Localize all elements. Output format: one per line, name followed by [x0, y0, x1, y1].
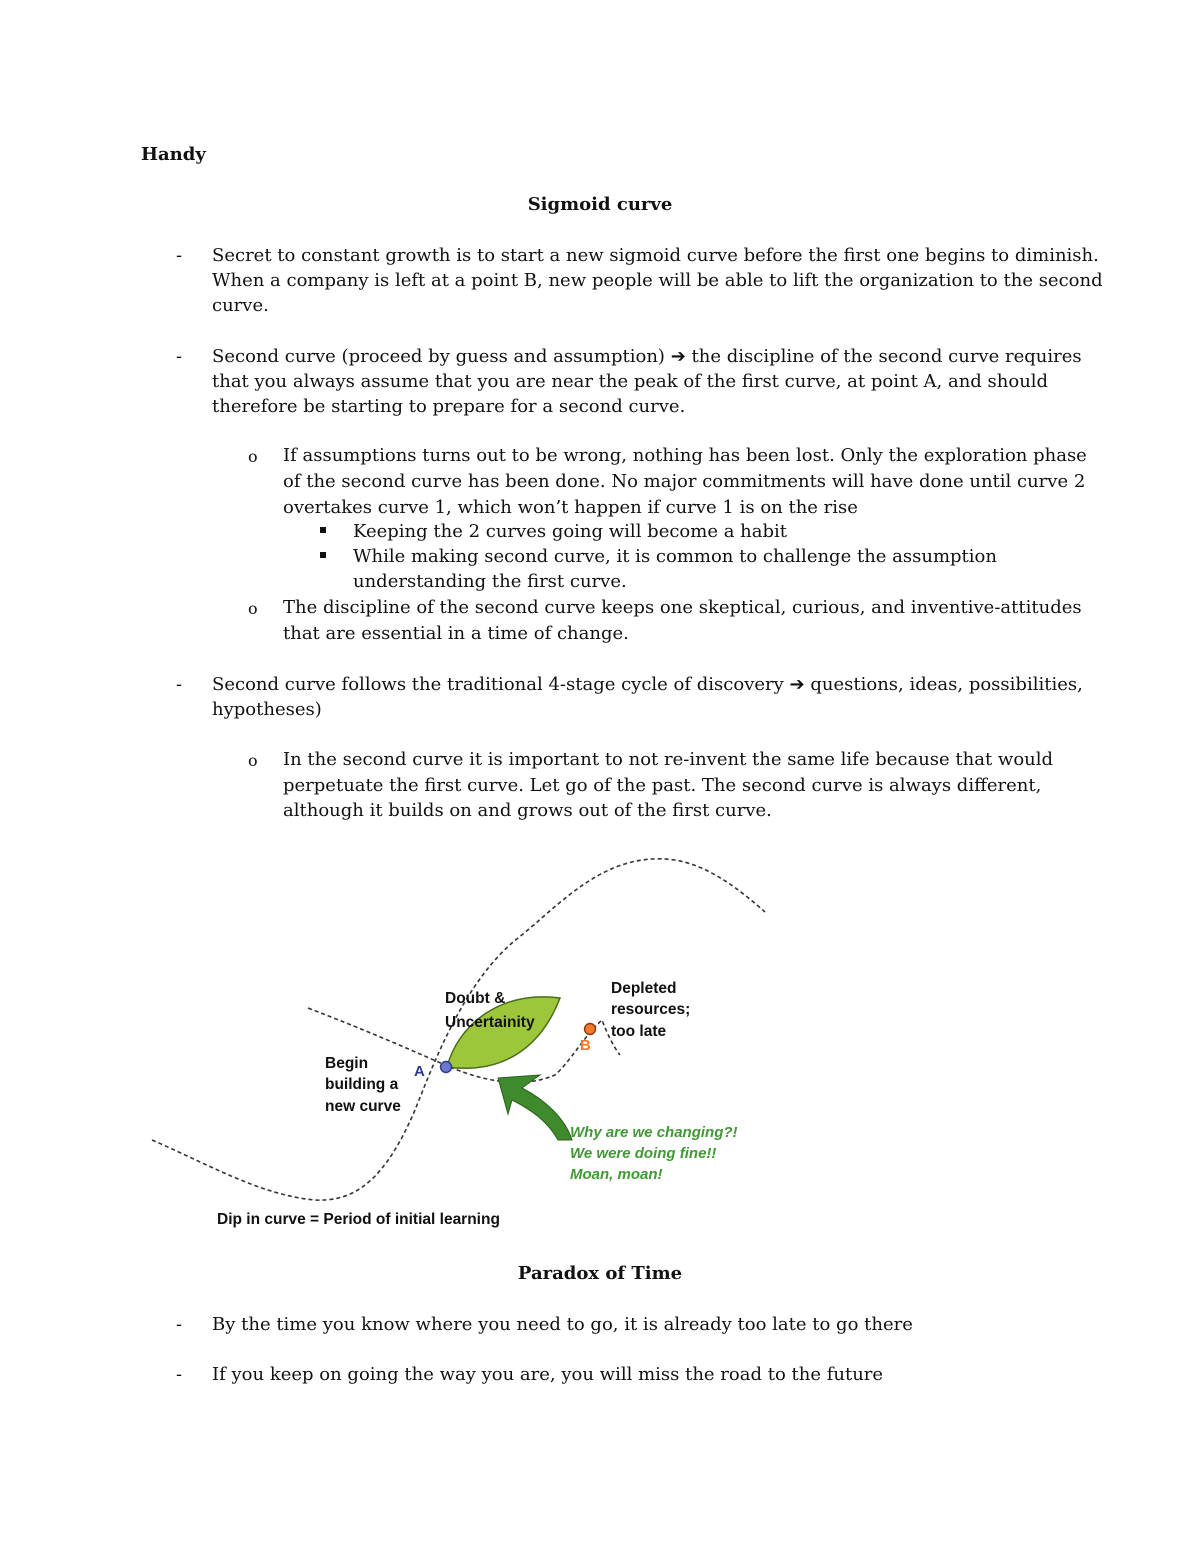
sub-1-line-3: overtakes curve 1, which won’t happen if curve 1 is on the rise [283, 497, 858, 518]
sq-1: Keeping the 2 curves going will become a habit [353, 521, 787, 542]
label-begin-2: building a [325, 1076, 399, 1093]
square-bullet [320, 527, 326, 533]
sigmoid-curve-diagram [140, 850, 780, 1240]
bullet-1-line-2: When a company is left at a point B, new people will be able to lift the organization to the second [212, 270, 1103, 291]
circle-bullet: o [248, 599, 258, 618]
moan-line-2: We were doing fine!! [570, 1145, 717, 1162]
moan-line-3: Moan, moan! [570, 1166, 663, 1183]
label-depleted-2: resources; [611, 1001, 691, 1018]
bullet-1-line-3: curve. [212, 295, 269, 316]
sub-1-line-1: If assumptions turns out to be wrong, nothing has been lost. Only the exploration phase [283, 445, 1087, 466]
sub-3-line-1: In the second curve it is important to not re-invent the same life because that would [283, 749, 1054, 770]
bullet-dash: - [176, 1314, 183, 1335]
circle-bullet: o [248, 447, 258, 466]
diagram-caption: Dip in curve = Period of initial learning [217, 1211, 500, 1228]
paradox-bullet-2: If you keep on going the way you are, you will miss the road to the future [212, 1364, 884, 1385]
sq-2-line-2: understanding the first curve. [353, 571, 627, 592]
curved-arrow-icon [498, 1075, 572, 1140]
sub-3-line-2: perpetuate the first curve. Let go of the past. The second curve is always different, [283, 775, 1042, 796]
arrow-right-icon: ➔ [789, 674, 805, 695]
moan-line-1: Why are we changing?! [570, 1124, 738, 1141]
bullet-dash: - [176, 346, 183, 367]
bullet-3-after: questions, ideas, possibilities, [810, 674, 1083, 695]
label-point-b: B [580, 1037, 591, 1054]
sub-3-line-3: although it builds on and grows out of the first curve. [283, 800, 772, 821]
leaf-fill [447, 997, 560, 1068]
square-bullet [320, 552, 326, 558]
label-begin-1: Begin [325, 1055, 369, 1072]
bullet-dash: - [176, 1364, 183, 1385]
sub-1-line-2: of the second curve has been done. No major commitments will have done until curve 2 [283, 471, 1086, 492]
bullet-2-after: the discipline of the second curve requires [691, 346, 1082, 367]
label-depleted-3: too late [611, 1023, 667, 1040]
bullet-3-line-1 [212, 672, 1083, 697]
point-b-marker [585, 1024, 596, 1035]
bullet-2-start: Second curve (proceed by guess and assumption) [212, 346, 665, 367]
bullet-2-line-3: therefore be starting to prepare for a second curve. [212, 396, 686, 417]
bullet-dash: - [176, 674, 183, 695]
section-title-paradox: Paradox of Time [517, 1263, 683, 1284]
label-doubt-2: Uncertainity [445, 1014, 535, 1031]
label-begin-3: new curve [325, 1098, 401, 1115]
label-point-a: A [414, 1063, 425, 1080]
sq-2-line-1: While making second curve, it is common to challenge the assumption [353, 546, 997, 567]
bullet-3-line-2: hypotheses) [212, 699, 322, 720]
bullet-1-line-1: Secret to constant growth is to start a new sigmoid curve before the first one begins to diminish. [212, 245, 1099, 266]
bullet-3-start: Second curve follows the traditional 4-stage cycle of discovery [212, 674, 784, 695]
label-doubt-1: Doubt & [445, 990, 506, 1007]
circle-bullet: o [248, 751, 258, 770]
label-depleted-1: Depleted [611, 980, 677, 997]
arrow-right-icon: ➔ [670, 346, 686, 367]
bullet-2-line-2: that you always assume that you are near the peak of the first curve, at point A, and should [212, 371, 1049, 392]
section-title-sigmoid: Sigmoid curve [527, 194, 673, 215]
author-heading: Handy [141, 144, 206, 165]
sub-2-line-2: that are essential in a time of change. [283, 623, 629, 644]
point-a-marker [441, 1062, 452, 1073]
bullet-dash: - [176, 245, 183, 266]
sub-2-line-1: The discipline of the second curve keeps one skeptical, curious, and inventive-attitudes [283, 597, 1082, 618]
paradox-bullet-1: By the time you know where you need to go, it is already too late to go there [212, 1314, 913, 1335]
bullet-2-line-1 [212, 344, 1082, 369]
